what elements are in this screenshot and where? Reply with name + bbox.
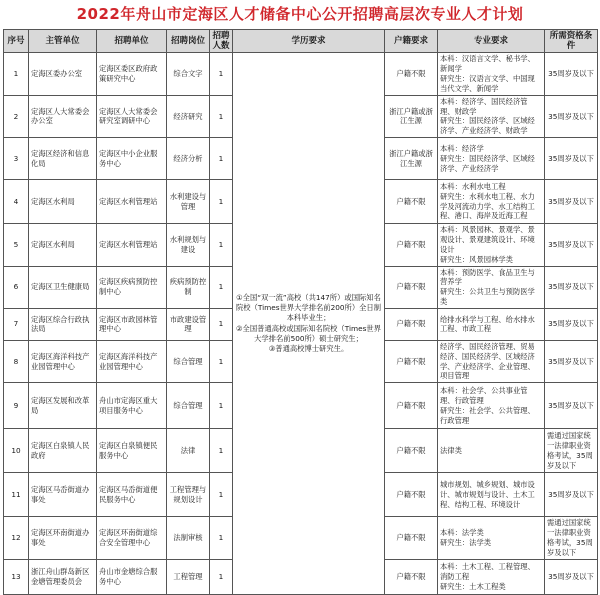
major-line: 本科：经济学、国民经济管理、财政学 — [440, 96, 528, 116]
hukou-cell: 浙江户籍或浙江生源 — [385, 138, 438, 180]
major-line: 法律类 — [440, 445, 462, 455]
hukou-cell: 户籍不限 — [385, 340, 438, 382]
position-cell: 法律 — [167, 429, 210, 473]
employer-cell: 定海区白泉镇便民服务中心 — [97, 429, 167, 473]
major-line: 研究生：风景园林学类 — [440, 254, 513, 264]
hukou-cell: 户籍不限 — [385, 53, 438, 95]
position-cell: 水利规划与建设 — [167, 224, 210, 266]
recruitment-table — [3, 29, 598, 595]
major-line: 研究生：汉语言文学、中国现当代文学、新闻学 — [440, 74, 535, 93]
count-cell: 1 — [210, 340, 233, 382]
major-cell — [438, 473, 545, 517]
employer-cell: 舟山市定海区重大项目服务中心 — [97, 383, 167, 429]
major-line: 本科：汉语言文学、秘书学、新闻学 — [440, 54, 535, 74]
major-cell — [438, 429, 545, 473]
header-employer: 招聘单位 — [97, 30, 167, 53]
education-requirement-line: ②全国普通高校或国际知名院校（Times世界大学排名前500所）硕士研究生； — [236, 323, 381, 343]
position-cell: 工程管理与规划设计 — [167, 473, 210, 517]
major-cell — [438, 53, 545, 95]
major-cell — [438, 517, 545, 559]
header-qualification: 所需资格条件 — [545, 30, 598, 53]
major-cell — [438, 95, 545, 137]
employer-cell: 定海区疾病预防控制中心 — [97, 266, 167, 308]
row-number: 10 — [4, 429, 29, 473]
hukou-cell: 户籍不限 — [385, 559, 438, 594]
supervisor-cell: 定海区人大常委会办公室 — [29, 95, 97, 137]
position-cell: 法制审核 — [167, 517, 210, 559]
major-line: 本科：经济学 — [440, 143, 484, 153]
major-line: 本科：社会学、公共事业管理、行政管理 — [440, 386, 528, 405]
employer-cell: 定海区委区政府政策研究中心 — [97, 53, 167, 95]
major-line: 给排水科学与工程、给水排水工程、市政工程 — [440, 314, 535, 334]
position-cell: 综合管理 — [167, 383, 210, 429]
header-position: 招聘岗位 — [167, 30, 210, 53]
count-cell: 1 — [210, 473, 233, 517]
hukou-cell: 浙江户籍或浙江生源 — [385, 95, 438, 137]
major-cell — [438, 224, 545, 266]
position-cell: 经济研究 — [167, 95, 210, 137]
position-cell: 疾病预防控制 — [167, 266, 210, 308]
education-requirement-line: ③普通高校博士研究生。 — [268, 343, 349, 353]
major-cell — [438, 559, 545, 594]
count-cell: 1 — [210, 95, 233, 137]
major-cell — [438, 138, 545, 180]
hukou-cell: 户籍不限 — [385, 383, 438, 429]
major-cell — [438, 180, 545, 224]
major-line: 本科：土木工程、工程管理、消防工程 — [440, 561, 535, 581]
header-major: 专业要求 — [438, 30, 545, 53]
qualification-cell: 35周岁及以下 — [545, 53, 598, 95]
major-line: 研究生：国民经济学、区域经济学、产业经济学、财政学 — [440, 116, 535, 136]
major-line: 研究生：公共卫生与预防医学类 — [440, 287, 535, 307]
qualification-cell: 需通过国家统一法律职业资格考试，35周岁及以下 — [545, 429, 598, 473]
row-number: 12 — [4, 517, 29, 559]
employer-cell: 定海区马岙街道便民服务中心 — [97, 473, 167, 517]
supervisor-cell: 定海区水利局 — [29, 180, 97, 224]
hukou-cell: 户籍不限 — [385, 224, 438, 266]
employer-cell: 定海区水利管理站 — [97, 224, 167, 266]
header-education: 学历要求 — [233, 30, 385, 53]
row-number: 2 — [4, 95, 29, 137]
hukou-cell: 户籍不限 — [385, 517, 438, 559]
count-cell: 1 — [210, 383, 233, 429]
position-cell: 市政建设管理 — [167, 308, 210, 340]
row-number: 4 — [4, 180, 29, 224]
row-number: 6 — [4, 266, 29, 308]
row-number: 8 — [4, 340, 29, 382]
header-count: 招聘人数 — [210, 30, 233, 53]
education-requirement-cell — [233, 53, 385, 594]
major-line: 本科：法学类 — [440, 528, 484, 538]
qualification-cell: 35周岁及以下 — [545, 383, 598, 429]
major-line: 城市规划、城乡规划、城市设计、城市规划与设计、土木工程、结构工程、环境设计 — [440, 479, 535, 509]
count-cell: 1 — [210, 180, 233, 224]
position-cell: 水利建设与管理 — [167, 180, 210, 224]
count-cell: 1 — [210, 429, 233, 473]
position-cell: 综合文字 — [167, 53, 210, 95]
count-cell: 1 — [210, 224, 233, 266]
row-number: 9 — [4, 383, 29, 429]
header-no: 序号 — [4, 30, 29, 53]
supervisor-cell: 定海区环南街道办事处 — [29, 517, 97, 559]
supervisor-cell: 定海区海洋科技产业园管理中心 — [29, 340, 97, 382]
major-cell — [438, 308, 545, 340]
major-line: 本科：预防医学、食品卫生与营养学 — [440, 267, 535, 287]
supervisor-cell: 定海区卫生健康局 — [29, 266, 97, 308]
qualification-cell: 35周岁及以下 — [545, 340, 598, 382]
major-cell — [438, 340, 545, 382]
position-cell: 工程管理 — [167, 559, 210, 594]
major-line: 经济学、国民经济管理、贸易经济、国民经济学、区域经济学、产业经济学、企业管理、项目管理 — [440, 341, 535, 381]
qualification-cell: 35周岁及以下 — [545, 180, 598, 224]
hukou-cell: 户籍不限 — [385, 473, 438, 517]
header-hukou: 户籍要求 — [385, 30, 438, 53]
major-line: 研究生：土木工程类 — [440, 581, 506, 591]
employer-cell: 定海区海洋科技产业园管理中心 — [97, 340, 167, 382]
position-cell: 经济分析 — [167, 138, 210, 180]
major-line: 研究生：法学类 — [440, 537, 492, 547]
employer-cell: 定海区人大常委会研究室调研中心 — [97, 95, 167, 137]
row-number: 13 — [4, 559, 29, 594]
position-cell: 综合管理 — [167, 340, 210, 382]
employer-cell: 舟山市金塘综合服务中心 — [97, 559, 167, 594]
table-body — [4, 53, 598, 594]
row-number: 3 — [4, 138, 29, 180]
count-cell: 1 — [210, 517, 233, 559]
table-row — [4, 53, 598, 95]
supervisor-cell: 定海区经济和信息化局 — [29, 138, 97, 180]
employer-cell: 定海区水利管理站 — [97, 180, 167, 224]
employer-cell: 定海区中小企业服务中心 — [97, 138, 167, 180]
major-cell — [438, 266, 545, 308]
row-number: 1 — [4, 53, 29, 95]
qualification-cell: 需通过国家统一法律职业资格考试，35周岁及以下 — [545, 517, 598, 559]
supervisor-cell: 定海区委办公室 — [29, 53, 97, 95]
qualification-cell: 35周岁及以下 — [545, 308, 598, 340]
hukou-cell: 户籍不限 — [385, 429, 438, 473]
count-cell: 1 — [210, 53, 233, 95]
qualification-cell: 35周岁及以下 — [545, 559, 598, 594]
qualification-cell: 35周岁及以下 — [545, 473, 598, 517]
hukou-cell: 户籍不限 — [385, 180, 438, 224]
qualification-cell: 35周岁及以下 — [545, 266, 598, 308]
major-line: 研究生：社会学、公共管理、行政管理 — [440, 405, 535, 425]
hukou-cell: 户籍不限 — [385, 266, 438, 308]
document-title: 2022年舟山市定海区人才储备中心公开招聘高层次专业人才计划 — [76, 5, 524, 23]
qualification-cell: 35周岁及以下 — [545, 138, 598, 180]
employer-cell: 定海区环南街道综合安全管理中心 — [97, 517, 167, 559]
count-cell: 1 — [210, 559, 233, 594]
count-cell: 1 — [210, 308, 233, 340]
major-line: 本科：风景园林、景观学、景观设计、景观建筑设计、环境设计 — [440, 225, 535, 254]
supervisor-cell: 定海区白泉镇人民政府 — [29, 429, 97, 473]
qualification-cell: 35周岁及以下 — [545, 95, 598, 137]
supervisor-cell: 定海区综合行政执法局 — [29, 308, 97, 340]
supervisor-cell: 定海区发展和改革局 — [29, 383, 97, 429]
major-cell — [438, 383, 545, 429]
qualification-cell: 35周岁及以下 — [545, 224, 598, 266]
count-cell: 1 — [210, 138, 233, 180]
education-requirement-line: ①全国“双一流”高校（共147所）或国际知名院校（Times世界大学排名前200所）全日制本科毕业生； — [235, 292, 382, 323]
header-supervisor: 主管单位 — [29, 30, 97, 53]
row-number: 5 — [4, 224, 29, 266]
hukou-cell: 户籍不限 — [385, 308, 438, 340]
major-line: 研究生：国民经济学、区域经济学、产业经济学 — [440, 153, 535, 173]
count-cell: 1 — [210, 266, 233, 308]
supervisor-cell: 定海区马岙街道办事处 — [29, 473, 97, 517]
supervisor-cell: 浙江舟山群岛新区金塘管理委员会 — [29, 559, 97, 594]
table-header-row — [4, 30, 598, 53]
supervisor-cell: 定海区水利局 — [29, 224, 97, 266]
major-line: 本科：水利水电工程 — [440, 181, 506, 191]
row-number: 7 — [4, 308, 29, 340]
row-number: 11 — [4, 473, 29, 517]
major-line: 研究生：水利水电工程、水力学及河流动力学、水工结构工程、港口、海岸及近海工程 — [440, 191, 535, 221]
employer-cell: 定海区市政园林管理中心 — [97, 308, 167, 340]
